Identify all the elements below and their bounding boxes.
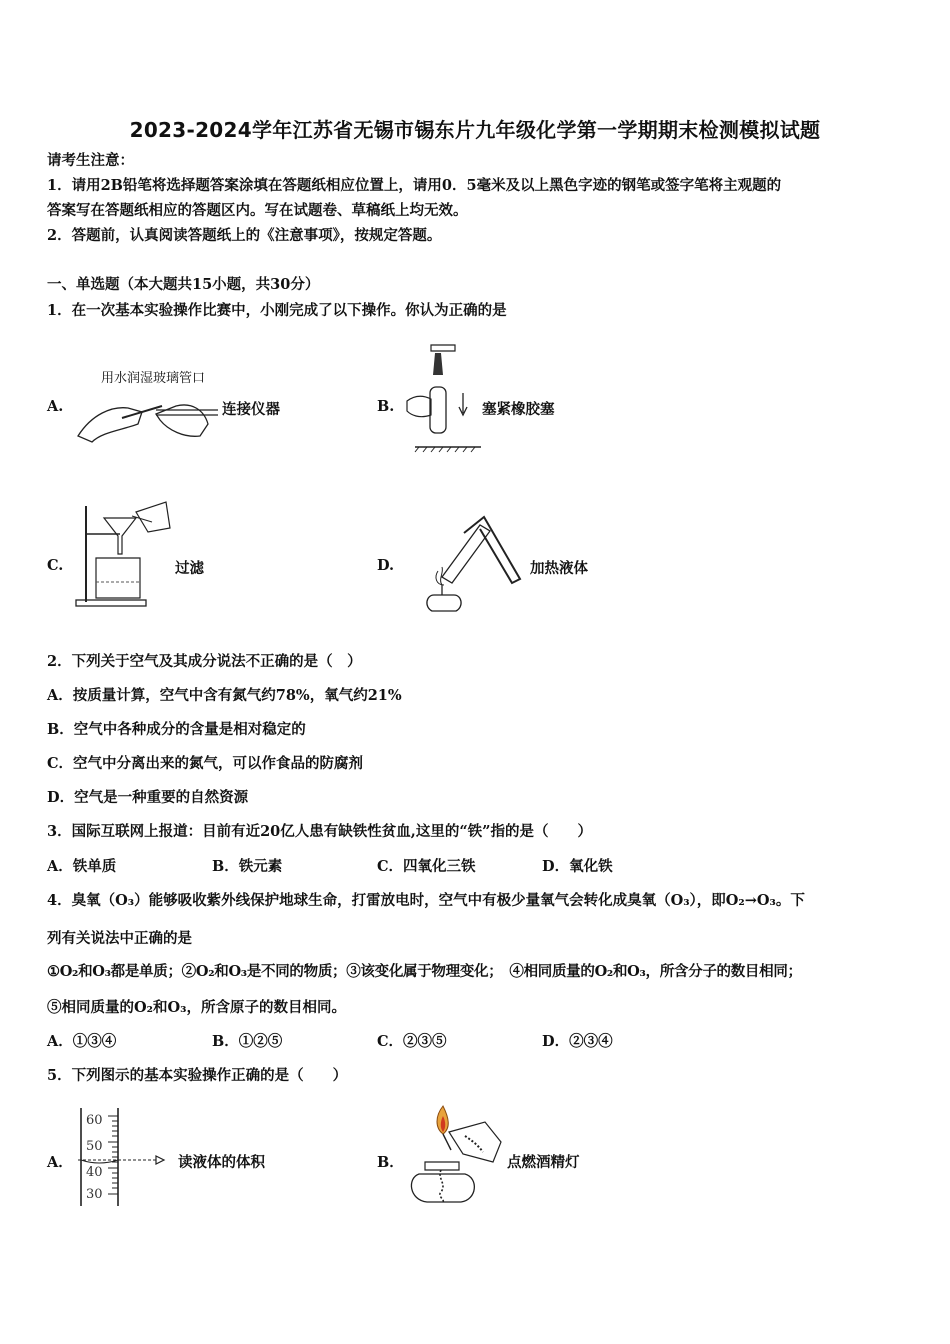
q3-option-d: D．氧化铁 [542, 858, 613, 875]
section-heading: 一、单选题（本大题共15小题，共30分） [47, 276, 320, 293]
q5-a-scale-50: 50 [86, 1139, 103, 1154]
q2-stem: 2．下列关于空气及其成分说法不正确的是（ ） [47, 653, 362, 670]
q2-option-a: A．按质量计算，空气中含有氮气约78%，氧气约21% [47, 687, 402, 704]
q5-a-scale-30: 30 [86, 1187, 103, 1202]
q1-stem: 1．在一次基本实验操作比赛中，小刚完成了以下操作。你认为正确的是 [47, 302, 507, 319]
q2-option-c: C．空气中分离出来的氮气，可以作食品的防腐剂 [47, 755, 364, 772]
q5-option-b-letter: B． [377, 1154, 404, 1171]
q1-c-filter-figure [74, 498, 174, 610]
q4-option-b: B．①②⑤ [212, 1033, 283, 1050]
page-title: 2023-2024学年江苏省无锡市锡东片九年级化学第一学期期末检测模拟试题 [129, 118, 821, 142]
q4-line-2: 列有关说法中正确的是 [47, 930, 192, 947]
q1-d-heat-liquid-figure [420, 515, 530, 615]
q3-option-c: C．四氧化三铁 [377, 858, 476, 875]
q2-option-d: D．空气是一种重要的自然资源 [47, 789, 249, 806]
notice-item-1-line-2: 答案写在答题纸相应的答题区内。写在试题卷、草稿纸上均无效。 [47, 202, 468, 219]
q5-option-a-text: 读液体的体积 [178, 1154, 265, 1171]
q4-line-4: ⑤相同质量的O₂和O₃，所含原子的数目相同。 [47, 999, 346, 1016]
q4-line-1: 4．臭氧（O₃）能够吸收紫外线保护地球生命，打雷放电时，空气中有极少量氧气会转化成臭氧（O₃），即O₂→O₃。下 [47, 892, 805, 909]
q2-option-b: B．空气中各种成分的含量是相对稳定的 [47, 721, 306, 738]
notice-item-1-line-1: 1．请用2B铅笔将选择题答案涂填在答题纸相应位置上，请用0．5毫米及以上黑色字迹的钢笔或签字笔将主观题的 [47, 177, 782, 194]
q5-a-scale-40: 40 [86, 1165, 103, 1180]
notice-heading: 请考生注意： [47, 152, 134, 169]
q1-option-b-letter: B. [377, 398, 395, 415]
q5-option-b-text: 点燃酒精灯 [507, 1154, 580, 1171]
q4-option-a: A．①③④ [47, 1033, 117, 1050]
q1-option-d-letter: D. [377, 557, 395, 574]
q4-option-d: D．②③④ [542, 1033, 613, 1050]
q1-option-c-letter: C. [47, 557, 64, 574]
q5-a-scale-60: 60 [86, 1113, 103, 1128]
notice-item-2: 2．答题前，认真阅读答题纸上的《注意事项》，按规定答题。 [47, 227, 442, 244]
q3-option-b: B．铁元素 [212, 858, 283, 875]
q1-b-stopper-figure [405, 335, 485, 450]
q5-b-alcohol-lamp-figure [405, 1102, 505, 1207]
q1-option-a-text: 连接仪器 [222, 401, 280, 418]
q5-stem: 5．下列图示的基本实验操作正确的是（ ） [47, 1067, 348, 1084]
q1-a-figure-caption: 用水润湿玻璃管口 [101, 371, 206, 386]
q1-a-connect-figure [72, 384, 222, 446]
q4-line-3: ①O₂和O₃都是单质；②O₂和O₃是不同的物质；③该变化属于物理变化； ④相同质量的O₂和O₃，所含分子的数目相同； [47, 963, 802, 980]
q1-option-c-text: 过滤 [175, 560, 204, 577]
q1-option-b-text: 塞紧橡胶塞 [482, 401, 555, 418]
q3-stem: 3．国际互联网上报道：目前有近20亿人患有缺铁性贫血,这里的“铁”指的是（ ） [47, 823, 592, 840]
q5-option-a-letter: A． [47, 1154, 73, 1171]
q1-option-a-letter: A. [47, 398, 64, 415]
q4-option-c: C．②③⑤ [377, 1033, 447, 1050]
q3-option-a: A．铁单质 [47, 858, 117, 875]
q1-option-d-text: 加热液体 [530, 560, 588, 577]
